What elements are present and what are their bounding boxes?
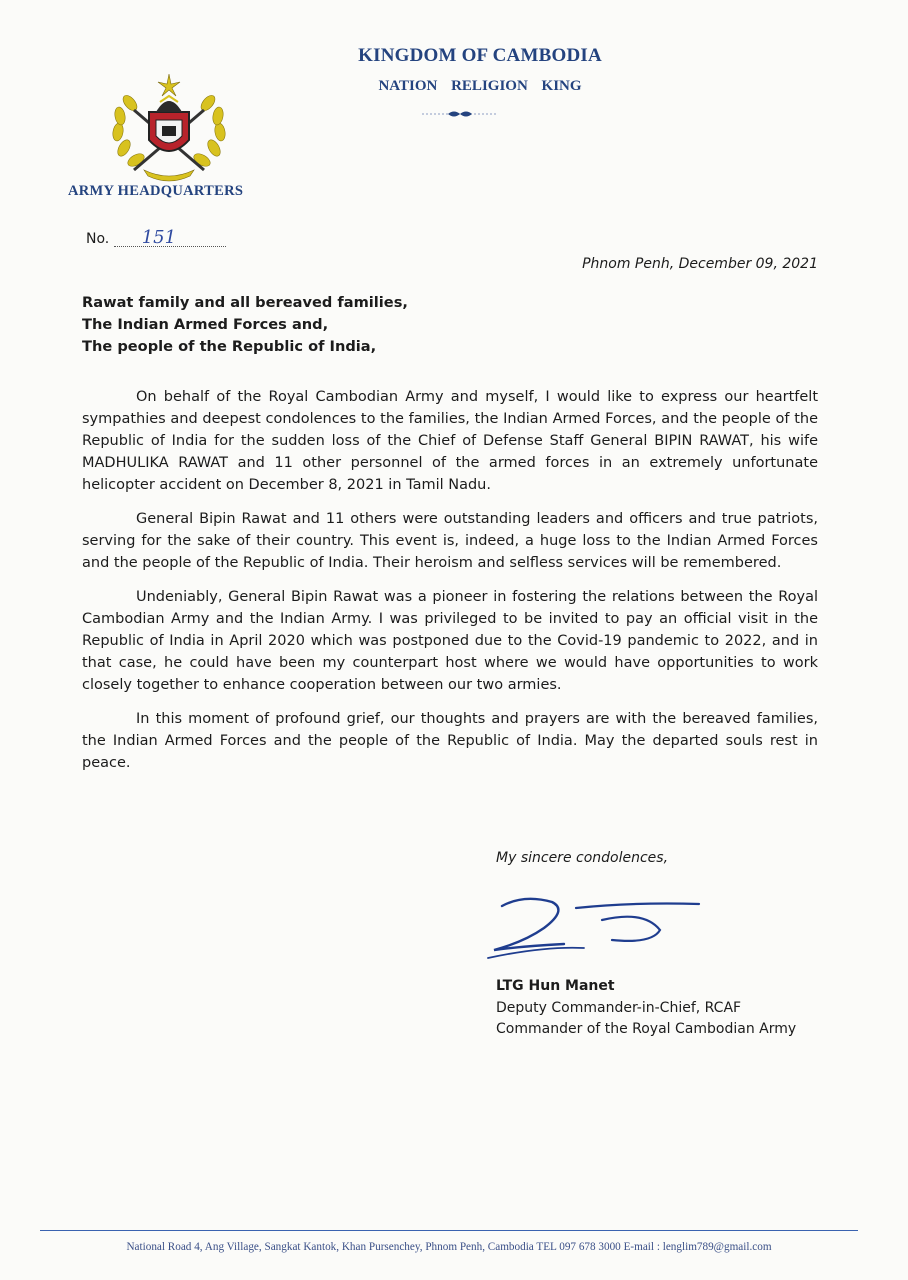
letter-date: Phnom Penh, December 09, 2021	[582, 256, 818, 272]
national-motto: NATION RELIGION KING	[378, 78, 582, 94]
reference-number	[86, 227, 226, 248]
letter-body	[82, 386, 818, 786]
signer-name: LTG Hun Manet	[496, 978, 615, 994]
army-headquarters-label: ARMY HEADQUARTERS	[68, 183, 244, 199]
body-paragraph: Undeniably, General Bipin Rawat was a pioneer in fostering the relations between the Royal Cambodian Army and the Indian Army. I was privileged to be invited to pay an official visit in the Republic of India in April 2020 which was postponed due to the Covid-19 pandemic to 2022, and in that case, he could have been my counterpart host where we would have opportunities to work closely together to enhance cooperation between our two armies.	[82, 589, 818, 693]
kingdom-title: KINGDOM OF CAMBODIA	[358, 45, 602, 66]
body-paragraph: General Bipin Rawat and 11 others were outstanding leaders and officers and true patriots, serving for the sake of their country. This event is, indeed, a huge loss to the Indian Armed Forces and the people of the Republic of India. Their heroism and selfless services will be remembered.	[82, 511, 818, 571]
reference-label: No.	[86, 231, 110, 247]
body-paragraph: On behalf of the Royal Cambodian Army and myself, I would like to express our heartfelt sympathies and deepest condolences to the families, the Indian Armed Forces, and the people of the Republic of India for the sudden loss of the Chief of Defense Staff General BIPIN RAWAT, his wife MADHULIKA RAWAT and 11 other personnel of the armed forces in an extremely unfortunate helicopter accident on December 8, 2021 in Tamil Nadu.	[82, 389, 818, 493]
ornament-divider-icon	[420, 108, 500, 120]
recipient-line: The Indian Armed Forces and,	[82, 316, 329, 333]
reference-value: 151	[114, 230, 226, 247]
recipients-block	[82, 292, 408, 358]
closing-salutation: My sincere condolences,	[496, 850, 669, 866]
body-paragraph: In this moment of profound grief, our thoughts and prayers are with the bereaved families, the Indian Armed Forces and the people of the Republic of India. May the departed souls rest in peace.	[82, 711, 818, 771]
signer-title: Deputy Commander-in-Chief, RCAF	[496, 1000, 742, 1016]
signer-title: Commander of the Royal Cambodian Army	[496, 1021, 797, 1037]
recipient-line: Rawat family and all bereaved families,	[82, 294, 408, 311]
handwritten-signature	[484, 888, 704, 960]
footer-address: National Road 4, Ang Village, Sangkat Kantok, Khan Pursenchey, Phnom Penh, Cambodia TEL 097 678 3000 E-mail : lenglim789@gmail.com	[126, 1241, 772, 1253]
recipient-line: The people of the Republic of India,	[82, 338, 377, 355]
footer-divider	[40, 1230, 858, 1231]
army-emblem-icon	[104, 70, 234, 182]
